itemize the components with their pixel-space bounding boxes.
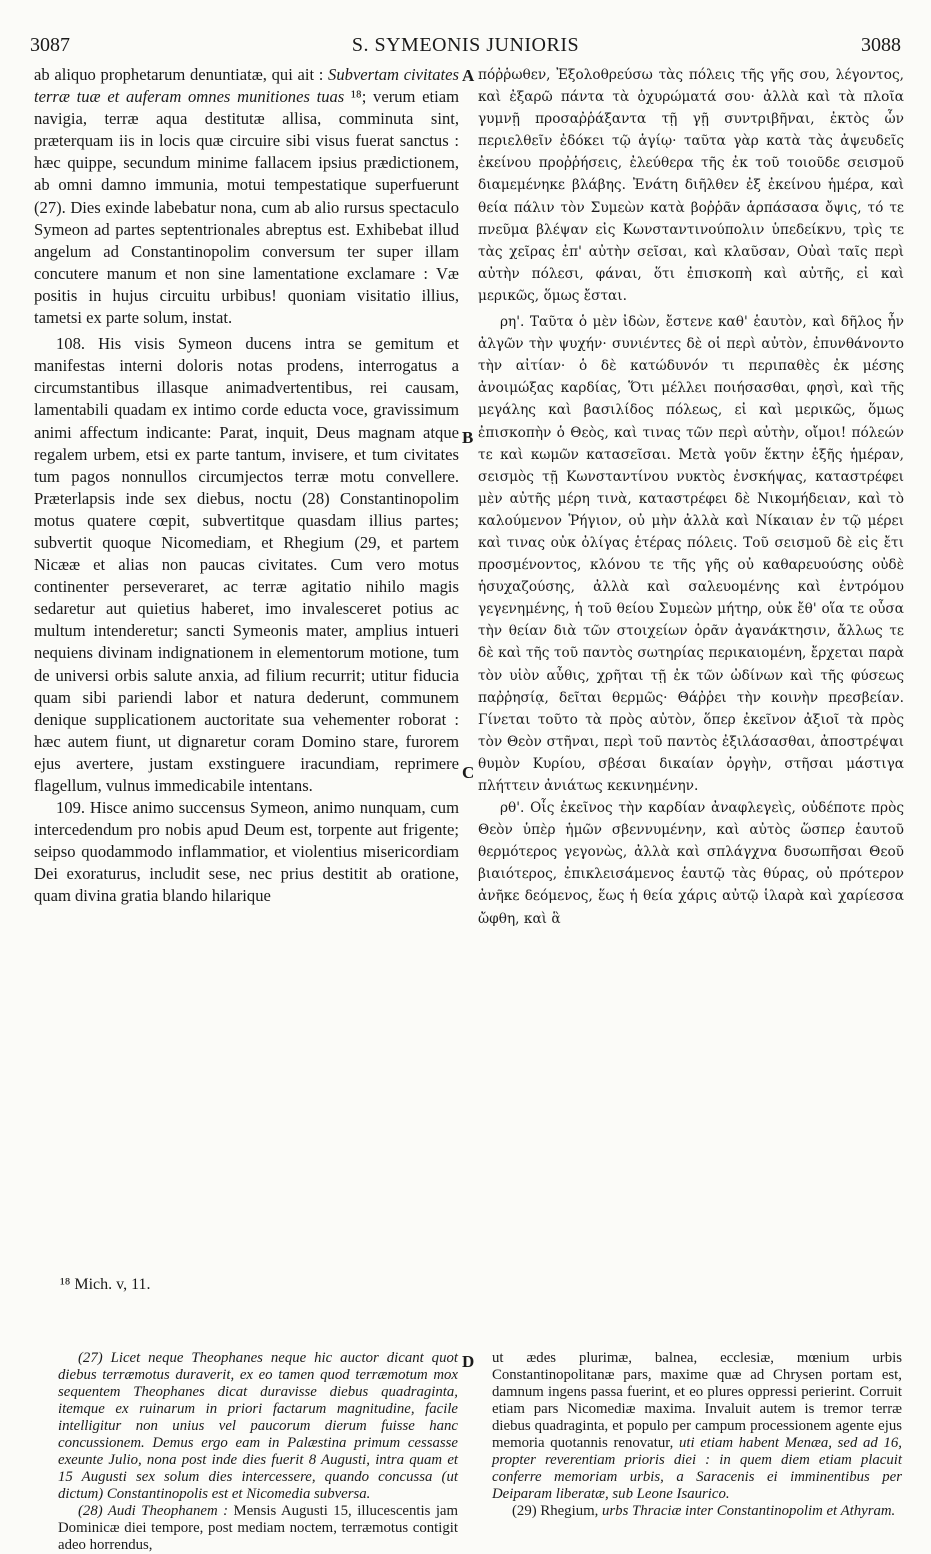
column-marker-b: B — [462, 428, 474, 447]
greek-column — [478, 64, 904, 1219]
notes-left-column — [58, 1350, 459, 1553]
latin-paragraph-1: ab aliquo prophetarum denuntiatæ, qui ait : Subvertam civitates terræ tuæ et auferam omnes munitiones tuas ¹⁸; verum etiam navigia, terræ aqua destitutæ allisa, comminuta sint, præterquam iis in locis quæ circuire sibi visus fuerat sanctus : hæc quippe, secundum minime fallacem ipsius prædictionem, ab omni damno immunia, motui tempestatique superfuerunt (27). Dies exinde labebatur nona, cum ab alio rursus spectaculo Symeon ad partes septentrionales abreptus est. Exhibebat illud angelum ad Constantinopolim conversum ter super illam concutere manum et non sine lamentatione exclamare : Væ positis in hujus circuitu urbibus! quoniam visitatio illius, tametsi ex parte solum, instat. — [34, 65, 459, 328]
scripture-footnote: ¹⁸ Mich. v, 11. — [60, 1276, 151, 1293]
page-number-left: 3087 — [30, 34, 70, 56]
page-header — [30, 34, 901, 62]
scripture-quote: Subvertam civitates terræ tuæ et auferam omnes munitiones tuas — [34, 65, 459, 107]
page-number-right: 3088 — [861, 34, 901, 56]
column-marker-a: A — [462, 66, 475, 85]
note-28: (28) Audi Theophanem : Mensis Augusti 15, illucescentis jam Dominicæ diei tempore, post mediam noctem, terræmotus contigit adeo horrendus, — [58, 1503, 459, 1553]
running-title: S. SYMEONIS JUNIORIS — [351, 34, 580, 56]
note-27: (27) Licet neque Theophanes neque hic auctor dicant quot diebus terræmotus duraverit, ex eo tamen quod terræmotum mox sequentem Theophanes dicat duravisse diebus quadraginta, itemque ex ruinarum in priori factarum magnitudine, facile intelligitur non unius vel paucorum dierum fuisse hanc concussionem. Demus ergo eam in Palæstina primum cessasse exeunte Julio, nona post inde dies fuerit 8 Augusti, intra quam et 15 Augusti sex solum dies intercessere, quando concussa (ut dictum) Constantinopolis est et Nicomedia subversa. — [58, 1350, 458, 1502]
column-marker-c: C — [462, 763, 475, 782]
greek-paragraph-1: πόῤῥωθεν, Ἐξολοθρεύσω τὰς πόλεις τῆς γῆς σου, λέγοντος, καὶ ἐξαρῶ πάντα τὰ ὀχυρώματά σου· ἀλλὰ καὶ τὰ πλοῖα γυμνῇ προσαῤῥάξαντα τῇ γῇ συντριβῆναι, ἐκτὸς ὧν περιελθεῖν ἐδόκει τῷ ἁγίῳ· ταῦτα γὰρ κατὰ τὰς ἀψευδεῖς ἐκείνου προῤῥήσεις, ἐλεύθερα τῆς ἐκ τοῦ τοιοῦδε σεισμοῦ διαμεμένηκε βλάβης. Ἐνάτη διῆλθεν ἐξ ἐκείνου ἡμέρα, καὶ θεία πάλιν τὸν Συμεὼν κατὰ βοῤῥᾶν ἁρπάσασα ὄψις, τό τε πνεῦμα βλέψαν εἰς Κωνσταντινούπολιν ὑπεδείκνυ, τρὶς τε τὰς χεῖρας ἐπ' αὐτὴν σεῖσαι, καὶ κλαῦσαν, Οὐαὶ ταῖς περὶ αὐτὴν πόλεσι, φάναι, ὅτι ἐπισκοπὴ καὶ αὐτῆς, εἰ καὶ μερικῶς, ὅμως ἔσται. — [478, 67, 904, 304]
latin-column — [34, 64, 459, 1219]
note-29: (29) Rhegium, urbs Thraciæ inter Constantinopolim et Athyram. — [512, 1503, 896, 1519]
latin-paragraph-108: 108. His visis Symeon ducens intra se gemitum et manifestas interni doloris notas prodens, interrogatus a circumstantibus illasque animadvertentibus, rei causam, lamentabili quadam ex intimo corde educta voce, gravissimum animi affectum indicante: Parat, inquit, Deus magnam atque regalem urbem, etsi ex parte tantum, invisere, et tum civitates tum pagos nonnullos circumjectos terræ motu convellere. Præterlapsis inde sex diebus, noctu (28) Constantinopolim motus quatere cœpit, subvertitque quasdam illius partes; subvertit quoque Nicomediam, et Rhegium (29, et partem Nicææ et alias non paucas civitates. Cum vero motus continenter perseveraret, ac terræ agitatio nihilo magis sedaretur aut quietius haberet, imo invalesceret potius ac multum intenderetur; sancti Symeonis mater, amplius intueri nequiens divinam indignationem in elementorum motione, tum de universi orbis salute anxia, ad filium recurrit; utitur fiducia quam sibi pariendi labor et natura dederunt, communem denique supplicationem auctoritate sua vehementer roborat : hæc autem fiunt, ut dignaretur coram Domino stare, furorem ejus avertere, justam exstinguere iracundiam, reprimere flagellum, vulnus immedicabile intentans. — [34, 334, 459, 795]
note-28-continued: ut ædes plurimæ, balnea, ecclesiæ, mœnium urbis Constantinopolitanæ pars, maxime quæ ad Chrysen portam est, damnum ingens passa fuerint, et eo plures oppressi perierint. Corruit etiam pars Nicomediæ maxima. Invaluit autem is tremor terræ diebus quadraginta, et populo per campum processionem agente ejus memoria quotannis renovatur, uti etiam habent Menæa, sed ad 16, propter reverentiam prioris diei : in quem diem etiam placuit conferre memoriam urbis, a Saracenis ei imminentibus per Deiparam liberatæ, sub Leone Isaurico. — [492, 1350, 902, 1502]
greek-paragraph-109: ρθ'. Οἷς ἐκεῖνος τὴν καρδίαν ἀναφλεγεὶς, οὐδέποτε πρὸς Θεὸν ὑπὲρ ἡμῶν σβεννυμένην, καὶ αὐτὸς ὥσπερ ἑαυτοῦ θερμότερος γεγονὼς, ἀλλὰ καὶ σπλάγχνα δυσωπῆσαι Θεοῦ βιαιότερος, ἐπικλεισάμενος ἑαυτῷ τὰς θύρας, οὐ πρότερον ἀνῆκε δεόμενος, ἕως ἡ θεία χάρις αὐτῷ ἱλαρὰ καὶ χαρίεσσα ὤφθη, καὶ ἃ — [478, 800, 904, 927]
latin-paragraph-109: 109. Hisce animo succensus Symeon, animo nunquam, cum intercedendum pro nobis apud Deum est, torpente aut frigente; seipso quodammodo inflammatior, et violentius misericordiam Dei exoraturus, includit sese, nec prius destitit ab oratione, quam divina gratia blando hilarique — [34, 798, 459, 906]
footnote-ref-18: ¹⁸ — [344, 87, 362, 107]
notes-right-column — [492, 1350, 902, 1520]
greek-paragraph-108: ρη'. Ταῦτα ὁ μὲν ἰδὼν, ἔστενε καθ' ἑαυτὸν, καὶ δῆλος ἦν ἀλγῶν τὴν ψυχήν· συνιέντες δὲ οἱ περὶ αὐτὸν, ἐπυνθάνοντο τὴν αἰτίαν· ὁ δὲ κατώδυνόν τι περιπαθὲς ἐκ μέσης ἀνοιμώξας καρδίας, Ὅτι μέλλει ποιήσασθαι, φησὶ, καὶ τῆς μεγάλης καὶ βασιλίδος πόλεως, εἰ καὶ μερικῶς, ὅμως ἐπισκοπὴν ὁ Θεὸς, καὶ τινας τῶν περὶ αὐτὴν, οἴμοι! πόλεών τε καὶ κωμῶν κατασεῖσαι. Μετὰ γοῦν ἕκτην ἑξῆς ἡμέραν, σεισμὸς τῇ Κωνσταντίνου νυκτὸς ἐνσκήψας, καταστρέφει μὲν αὐτῆς μέρη τινὰ, καταστρέφει δὲ Νικομήδειαν, καὶ τὸ καλούμενον Ῥήγιον, οὐ μὴν ἀλλὰ καὶ Νίκαιαν ἐν τῷ μέρει καὶ τινας οὐκ ὀλίγας ἑτέρας πόλεις. Τοῦ σεισμοῦ δὲ εἰς ἔτι προσμένοντος, κλόνου τε τῆς γῆς οὐ καθαρευούσης οὐδὲ ἡσυχαζούσης, ἀλλὰ καὶ σαλευομένης καὶ ἐντρόμου γεγενημένης, ἡ τοῦ θείου Συμεὼν μήτηρ, οὐκ ἔθ' οἵα τε οὖσα τὴν θείαν διὰ τῶν στοιχείων ὁρᾶν ἀγανάκτησιν, ἄλλως τε δὲ καὶ τῆς τοῦ παντὸς σωτηρίας περικαιομένη, ἔρχεται παρὰ τὸν υἱὸν αὖθις, χρῆται τῇ ἐκ τῶν ὠδίνων καὶ τῆς φύσεως παῤῥησίᾳ, δεῖται θερμῶς· Θάῤῥει τὴν κοινὴν πρεσβείαν. Γίνεται τοῦτο τὰ πρὸς αὐτὸν, ὅπερ ἐκεῖνον ἀξιοῖ τὰ πρὸς τὸν Θεὸν στῆναι, περὶ τοῦ παντὸς ἐξιλάσασθαι, ἀποστρέψαι θυμὸν Κυρίου, σβέσαι δικαίαν ὀργὴν, στῆσαι μάστιγα πλήττειν ἀνιάτως κεκινημένην. — [478, 314, 904, 794]
column-marker-d: D — [462, 1352, 475, 1371]
